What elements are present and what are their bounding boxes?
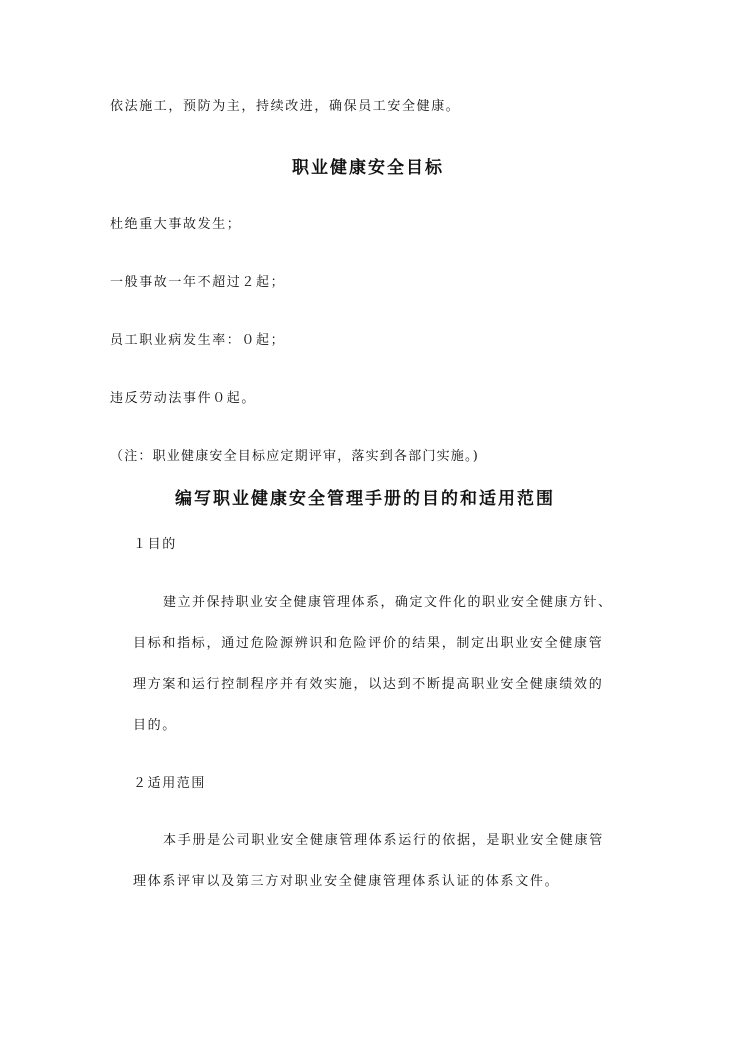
purpose-paragraph-line: 理方案和运行控制程序并有效实施，以达到不断提高职业安全健康绩效的 [133,677,604,692]
purpose-paragraph-line: 目标和指标，通过危险源辨识和危险评价的结果，制定出职业安全健康管 [133,636,604,651]
objective-item: 员工职业病发生率：０起； [110,333,286,348]
scope-paragraph-line: 理体系评审以及第三方对职业安全健康管理体系认证的体系文件。 [133,874,560,889]
objectives-note: （注：职业健康安全目标应定期评审，落实到各部门实施。) [110,449,479,464]
objective-item: 杜绝重大事故发生； [110,217,242,232]
objective-item: 违反劳动法事件０起。 [110,391,257,406]
purpose-heading: １目的 [133,537,177,552]
manual-title: 编写职业健康安全管理手册的目的和适用范围 [175,489,555,509]
objectives-title: 职业健康安全目标 [292,158,444,178]
purpose-paragraph-line: 目的。 [133,718,177,733]
policy-line: 依法施工，预防为主，持续改进，确保员工安全健康。 [110,99,461,114]
scope-heading: ２适用范围 [133,776,207,791]
objective-item: 一般事故一年不超过２起； [110,275,286,290]
purpose-paragraph-line: 建立并保持职业安全健康管理体系，确定文件化的职业安全健康方针、 [163,595,613,610]
scope-paragraph-line: 本手册是公司职业安全健康管理体系运行的依据，是职业安全健康管 [163,833,605,848]
